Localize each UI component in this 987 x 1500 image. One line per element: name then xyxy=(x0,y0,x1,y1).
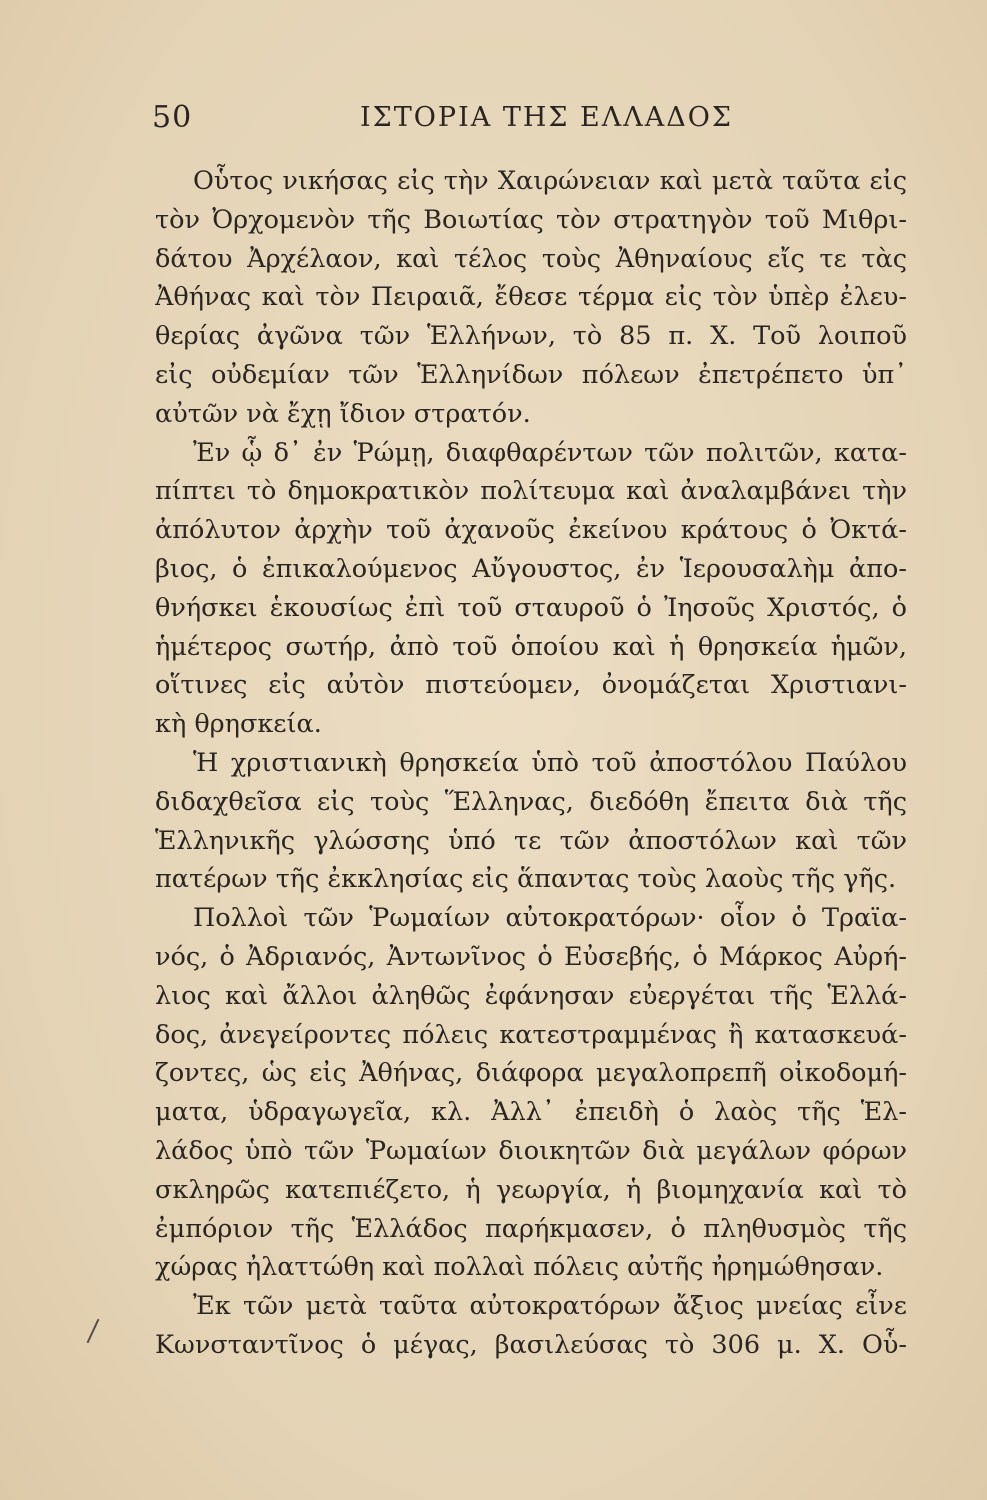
text-line: εἰς οὐδεμίαν τῶν Ἑλληνίδων πόλεων ἐπετρέπετο ὑπ᾽ xyxy=(155,359,907,390)
text-line: δάτου Ἀρχέλαον, καὶ τέλος τοὺς Ἀθηναίους εἴς τε τὰς xyxy=(155,243,907,274)
text-line: βιος, ὁ ἐπικαλούμενος Αὔγουστος, ἐν Ἱερουσαλὴμ ἀπο- xyxy=(155,553,907,584)
text-line: λάδος ὑπὸ τῶν Ῥωμαίων διοικητῶν διὰ μεγάλων φόρων xyxy=(155,1135,907,1166)
text-line: ζοντες, ὡς εἰς Ἀθήνας, διάφορα μεγαλοπρεπῆ οἰκοδομή- xyxy=(155,1058,907,1089)
text-line: λιος καὶ ἄλλοι ἀληθῶς ἐφάνησαν εὐεργέται τῆς Ἑλλά- xyxy=(155,980,907,1011)
text-line: Κωνσταντῖνος ὁ μέγας, βασιλεύσας τὸ 306 μ. Χ. Οὗ- xyxy=(155,1329,907,1360)
page-number: 50 xyxy=(152,100,193,135)
page-header xyxy=(0,100,987,140)
text-line: οἵτινες εἰς αὐτὸν πιστεύομεν, ὀνομάζεται Χριστιανι- xyxy=(155,670,907,701)
text-line: σκληρῶς κατεπιέζετο, ἡ γεωργία, ἡ βιομηχανία καὶ τὸ xyxy=(155,1174,907,1205)
text-line: πατέρων τῆς ἐκκλησίας εἰς ἅπαντας τοὺς λαοὺς τῆς γῆς. xyxy=(155,864,897,895)
text-line: Οὗτος νικήσας εἰς τὴν Χαιρώνειαν καὶ μετὰ ταῦτα εἰς xyxy=(193,166,907,196)
text-line: Ἐν ᾧ δ᾽ ἐν Ῥώμῃ, διαφθαρέντων τῶν πολιτῶν, κατα- xyxy=(193,437,907,468)
text-line: Ἡ χριστιανικὴ θρησκεία ὑπὸ τοῦ ἀποστόλου Παύλου xyxy=(193,747,907,778)
text-line: θερίας ἀγῶνα τῶν Ἑλλήνων, τὸ 85 π. Χ. Τοῦ λοιποῦ xyxy=(155,321,907,352)
body-text xyxy=(155,162,907,1365)
margin-pencil-mark xyxy=(87,1319,100,1343)
text-line: ἐμπόριον τῆς Ἑλλάδος παρήκμασεν, ὁ πληθυσμὸς τῆς xyxy=(155,1213,907,1244)
text-line: τὸν Ὀρχομενὸν τῆς Βοιωτίας τὸν στρατηγὸν τοῦ Μιθρι- xyxy=(155,204,907,235)
text-line: νός, ὁ Ἀδριανός, Ἀντωνῖνος ὁ Εὐσεβής, ὁ Μάρκος Αὐρή- xyxy=(155,941,907,972)
text-line: ματα, ὑδραγωγεῖα, κλ. Ἀλλ᾽ ἐπειδὴ ὁ λαὸς τῆς Ἑλ- xyxy=(155,1097,907,1128)
text-line: Ἀθήνας καὶ τὸν Πειραιᾶ, ἔθεσε τέρμα εἰς τὸν ὑπὲρ ἐλευ- xyxy=(155,282,907,313)
text-line: κὴ θρησκεία. xyxy=(155,709,322,740)
text-line: χώρας ἠλαττώθη καὶ πολλαὶ πόλεις αὐτῆς ἠρημώθησαν. xyxy=(155,1252,884,1283)
text-line: Πολλοὶ τῶν Ῥωμαίων αὐτοκρατόρων· οἷον ὁ Τραϊα- xyxy=(193,903,907,934)
text-line: δος, ἀνεγείροντες πόλεις κατεστραμμένας ἢ κατασκευά- xyxy=(155,1019,907,1050)
text-line: θνήσκει ἑκουσίως ἐπὶ τοῦ σταυροῦ ὁ Ἰησοῦς Χριστός, ὁ xyxy=(155,592,907,623)
text-line: ἀπόλυτον ἀρχὴν τοῦ ἀχανοῦς ἐκείνου κράτους ὁ Ὀκτά- xyxy=(155,515,907,546)
text-line: Ἑλληνικῆς γλώσσης ὑπό τε τῶν ἀποστόλων καὶ τῶν xyxy=(155,825,907,856)
text-line: Ἐκ τῶν μετὰ ταῦτα αὐτοκρατόρων ἄξιος μνείας εἶνε xyxy=(193,1291,907,1322)
text-line: διδαχθεῖσα εἰς τοὺς Ἕλληνας, διεδόθη ἔπειτα διὰ τῆς xyxy=(155,786,907,817)
text-line: πίπτει τὸ δημοκρατικὸν πολίτευμα καὶ ἀναλαμβάνει τὴν xyxy=(155,476,907,507)
running-head: ΙΣΤΟΡΙΑ ΤΗΣ ΕΛΛΑΔΟΣ xyxy=(360,102,733,133)
text-line: ἡμέτερος σωτήρ, ἀπὸ τοῦ ὁποίου καὶ ἡ θρησκεία ἡμῶν, xyxy=(155,631,907,662)
text-line: αὐτῶν νὰ ἔχῃ ἴδιον στρατόν. xyxy=(155,398,531,429)
